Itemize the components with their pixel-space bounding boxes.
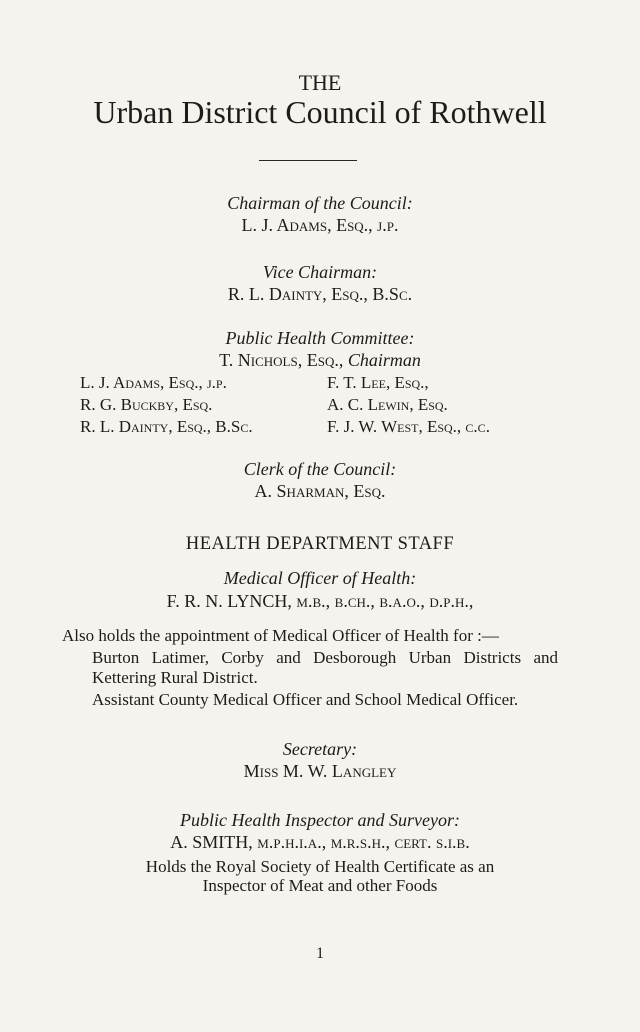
committee-heading: Public Health Committee: bbox=[225, 328, 415, 348]
assistant-officer-text: Assistant County Medical Officer and School Medical Officer. bbox=[92, 690, 519, 709]
committee-chair bbox=[0, 350, 640, 371]
committee-chair-role: Chairman bbox=[347, 350, 421, 370]
phi-qualifications: m.p.h.i.a., m.r.s.h., cert. s.i.b. bbox=[257, 832, 470, 852]
moh-heading: Medical Officer of Health: bbox=[223, 568, 417, 588]
phi-line bbox=[0, 832, 640, 853]
districts-line-1: Burton Latimer, Corby and Desborough Urban Districts and bbox=[92, 648, 558, 667]
districts-line-2: Kettering Rural District. bbox=[92, 668, 258, 687]
phi-heading: Public Health Inspector and Surveyor: bbox=[180, 810, 460, 830]
committee-member: L. J. Adams, Esq., j.p. bbox=[80, 373, 227, 392]
clerk-name: A. Sharman, Esq. bbox=[254, 481, 386, 501]
committee-member: R. L. Dainty, Esq., B.Sc. bbox=[80, 417, 253, 436]
chairman-heading: Chairman of the Council: bbox=[227, 193, 413, 213]
phi-cert-line-1: Holds the Royal Society of Health Certificate as an bbox=[145, 857, 495, 876]
page-number: 1 bbox=[316, 945, 324, 962]
header-the: THE bbox=[298, 70, 342, 95]
committee-member: F. T. Lee, Esq., bbox=[327, 373, 429, 392]
moh-name: F. R. N. LYNCH, bbox=[166, 591, 292, 611]
clerk-heading: Clerk of the Council: bbox=[243, 459, 397, 479]
staff-heading: HEALTH DEPARTMENT STAFF bbox=[185, 534, 455, 554]
committee-member: A. C. Lewin, Esq. bbox=[327, 395, 448, 414]
secretary-heading: Secretary: bbox=[282, 739, 358, 759]
page-title: Urban District Council of Rothwell bbox=[93, 94, 547, 130]
chairman-name: L. J. Adams, Esq., j.p. bbox=[241, 215, 399, 235]
moh-qualifications: m.b., b.ch., b.a.o., d.p.h., bbox=[296, 591, 474, 611]
committee-member: F. J. W. West, Esq., c.c. bbox=[327, 417, 490, 436]
vice-chairman-heading: Vice Chairman: bbox=[262, 262, 378, 282]
committee-member: R. G. Buckby, Esq. bbox=[80, 395, 213, 414]
phi-cert-line-2: Inspector of Meat and other Foods bbox=[202, 876, 438, 895]
title-rule bbox=[259, 160, 357, 161]
committee-chair-name: T. Nichols, Esq., bbox=[219, 350, 344, 370]
moh-line bbox=[0, 591, 640, 612]
also-holds-text: Also holds the appointment of Medical Officer of Health for :— bbox=[62, 626, 499, 645]
phi-name: A. SMITH, bbox=[170, 832, 253, 852]
secretary-name: Miss M. W. Langley bbox=[243, 761, 397, 781]
vice-chairman-name: R. L. Dainty, Esq., B.Sc. bbox=[227, 284, 413, 304]
